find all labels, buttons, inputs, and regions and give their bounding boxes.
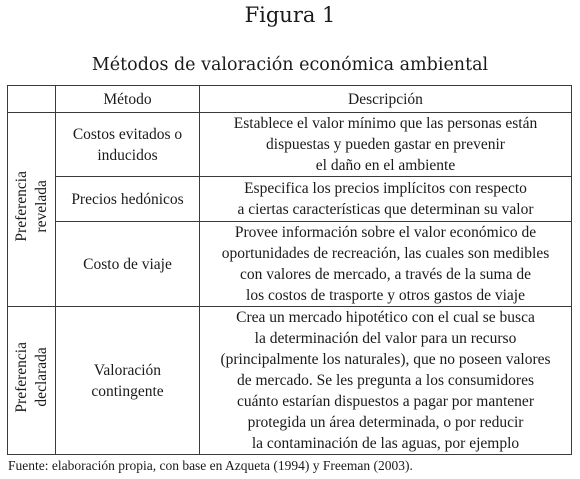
group-revealed-preference <box>8 113 56 307</box>
group-label: Preferencia declarada <box>12 342 50 413</box>
table-row <box>8 222 572 307</box>
table-row <box>8 177 572 222</box>
source-note: Fuente: elaboración propia, con base en Azqueta (1994) y Freeman (2003). <box>8 458 413 473</box>
figure-title: Métodos de valoración económica ambiental <box>91 55 489 75</box>
description-cell: Establece el valor mínimo que las personas están dispuestas y pueden gastar en prevenir el daño en el ambiente <box>200 113 572 177</box>
description-cell: Crea un mercado hipotético con el cual se busca la determinación del valor para un recurso (principalmente los naturales), que no poseen valores de mercado. Se les pregunta a los consumidores cuánto estarían dispuestos a pagar por mantener protegida un área determinada, o por reducir la contaminación de las aguas, por ejemplo <box>200 307 572 455</box>
description-cell: Especifica los precios implícitos con respecto a ciertas características que determinan su valor <box>200 177 572 222</box>
method-cell: Costo de viaje <box>56 222 200 307</box>
table-row <box>8 307 572 455</box>
method-cell: Valoración contingente <box>56 307 200 455</box>
method-cell: Precios hedónicos <box>56 177 200 222</box>
valuation-methods-table <box>7 85 572 455</box>
header-method: Método <box>56 86 200 113</box>
table-header-row <box>8 86 572 113</box>
header-group <box>8 86 56 113</box>
figure-label: Figura 1 <box>244 3 336 27</box>
method-cell: Costos evitados o inducidos <box>56 113 200 177</box>
header-description: Descripción <box>200 86 572 113</box>
table-row <box>8 113 572 177</box>
description-cell: Provee información sobre el valor económico de oportunidades de recreación, las cuales son medibles con valores de mercado, a través de la suma de los costos de trasporte y otros gastos de viaje <box>200 222 572 307</box>
group-label: Preferencia revelada <box>12 171 50 242</box>
group-declared-preference <box>8 307 56 455</box>
